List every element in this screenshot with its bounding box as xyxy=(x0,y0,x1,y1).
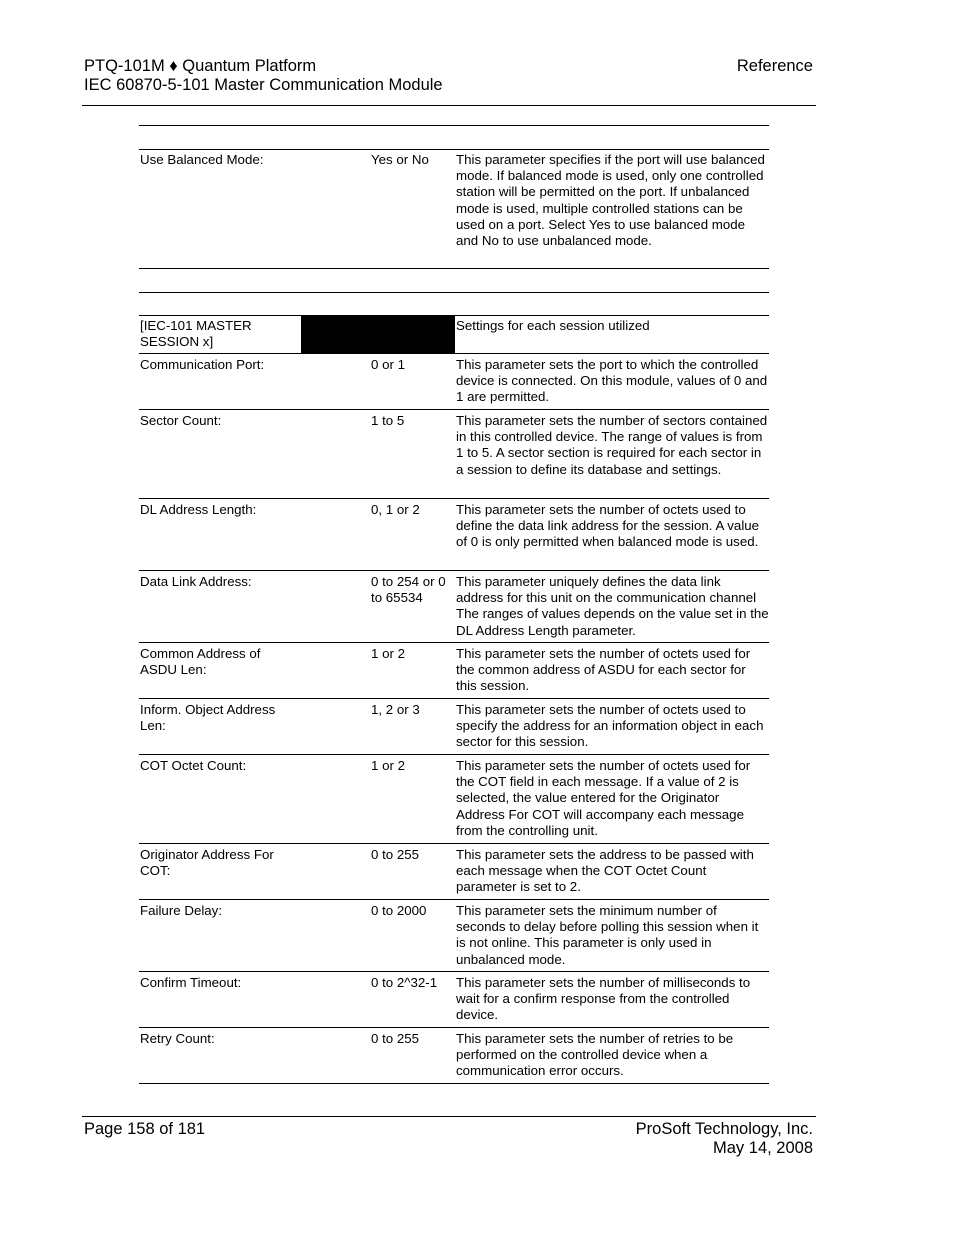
parameter-description: This parameter sets the number of milliseconds to wait for a confirm response from the controlled device. xyxy=(456,975,751,1023)
page-header-title xyxy=(84,57,443,95)
product-title: PTQ-101M ♦ Quantum Platform xyxy=(84,57,317,75)
parameter-range: 1 or 2 xyxy=(371,758,406,773)
parameter-description: This parameter sets the number of octets used for the common address of ASDU for each sector for this session. xyxy=(456,646,751,694)
parameter-range: 1, 2 or 3 xyxy=(371,702,420,717)
table-row xyxy=(139,844,769,900)
table-row xyxy=(139,571,769,643)
parameter-name: Retry Count: xyxy=(140,1031,215,1046)
parameter-description: This parameter sets the number of octets used to specify the address for an information object in each sector for this session. xyxy=(456,702,764,750)
parameter-range: 0 to 2^32-1 xyxy=(371,975,438,990)
table-row xyxy=(139,755,769,844)
table-row xyxy=(139,150,769,269)
parameter-description: This parameter sets the port to which the controlled device is connected. On this module, values of 0 and 1 are permitted. xyxy=(456,357,768,405)
parameter-description: This parameter sets the number of octets used to define the data link address for the session. A value of 0 is only permitted when balanced mode is used. xyxy=(456,502,760,550)
parameter-range: 0, 1 or 2 xyxy=(371,502,420,517)
parameter-name: Sector Count: xyxy=(140,413,222,428)
section-name-cell: [IEC-101 MASTER SESSION x] xyxy=(140,318,252,350)
module-title: IEC 60870-5-101 Master Communication Module xyxy=(84,76,443,94)
parameter-name: Inform. Object Address Len: xyxy=(140,702,276,734)
redacted-cell xyxy=(301,316,455,353)
table-row xyxy=(139,1028,769,1084)
parameter-range: 1 or 2 xyxy=(371,646,406,661)
section-name: Reference xyxy=(736,57,813,75)
parameter-name: Confirm Timeout: xyxy=(140,975,242,990)
parameter-name: Data Link Address: xyxy=(140,574,252,589)
parameter-description: This parameter sets the number of retries to be performed on the controlled device when a communication error occurs. xyxy=(456,1031,734,1079)
balanced-mode-table xyxy=(139,150,769,269)
company-name: ProSoft Technology, Inc. xyxy=(635,1120,813,1138)
table2-top-rule xyxy=(139,292,769,293)
parameter-name: Communication Port: xyxy=(140,357,265,372)
table-row xyxy=(139,499,769,571)
parameter-description: This parameter sets the minimum number of seconds to delay before polling this session when it is not online. This parameter is only used in unbalanced mode. xyxy=(456,903,759,967)
table-row xyxy=(139,643,769,699)
parameter-range: 0 to 255 xyxy=(371,847,420,862)
parameter-description: This parameter sets the address to be passed with each message when the COT Octet Count parameter is set to 2. xyxy=(456,847,754,895)
session-settings-table xyxy=(139,316,769,1084)
parameter-description: This parameter sets the number of sectors contained in this controlled device. The range of values is from 1 to 5. A sector section is required for each sector in a session to define its database and settings. xyxy=(456,413,768,477)
table-row xyxy=(139,972,769,1028)
table-row xyxy=(139,699,769,755)
parameter-name: Use Balanced Mode: xyxy=(140,152,264,167)
parameter-name: Originator Address For COT: xyxy=(140,847,274,879)
parameter-name: Failure Delay: xyxy=(140,903,223,918)
parameter-range: 0 or 1 xyxy=(371,357,406,372)
parameter-description: This parameter uniquely defines the data link address for this unit on the communication channel The ranges of values depends on the value set in the DL Address Length parameter. xyxy=(456,574,769,638)
parameter-name: Common Address of ASDU Len: xyxy=(140,646,261,678)
parameter-description: This parameter sets the number of octets used for the COT field in each message. If a value of 2 is selected, the value entered for the Originator Address For COT will accompany each message from the controlling unit. xyxy=(456,758,751,838)
parameter-name: COT Octet Count: xyxy=(140,758,247,773)
parameter-range: Yes or No xyxy=(371,152,429,167)
parameter-range: 0 to 254 or 0 to 65534 xyxy=(371,574,446,606)
footer-divider xyxy=(82,1116,816,1117)
parameter-range: 1 to 5 xyxy=(371,413,405,428)
document-date: May 14, 2008 xyxy=(713,1139,813,1157)
table1-top-rule xyxy=(139,125,769,126)
parameter-description: This parameter specifies if the port will use balanced mode. If balanced mode is used, only one controlled station will be permitted on the port. If unbalanced mode is used, multiple controlled stations can be used on a port. Select Yes to use balanced mode and No to use unbalanced mode. xyxy=(456,152,765,249)
header-divider xyxy=(82,105,816,106)
parameter-name: DL Address Length: xyxy=(140,502,257,517)
table-row xyxy=(139,900,769,972)
table-row xyxy=(139,410,769,499)
section-description-cell: Settings for each session utilized xyxy=(456,318,650,333)
parameter-range: 0 to 255 xyxy=(371,1031,420,1046)
page-number: Page 158 of 181 xyxy=(84,1120,206,1138)
table-row xyxy=(139,354,769,410)
footer-right xyxy=(636,1120,813,1158)
table-header-row xyxy=(139,316,769,354)
parameter-range: 0 to 2000 xyxy=(371,903,427,918)
